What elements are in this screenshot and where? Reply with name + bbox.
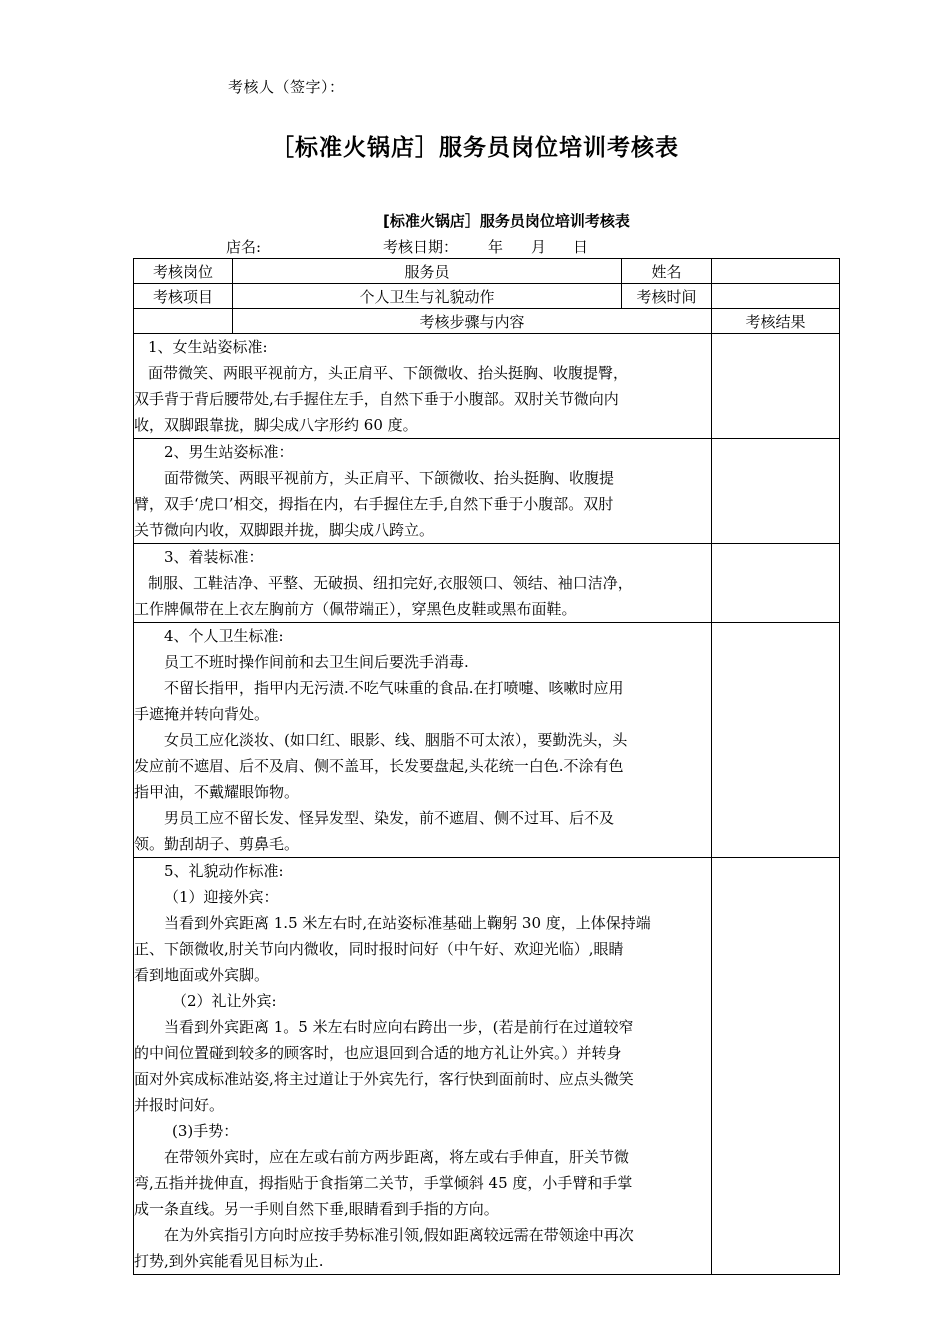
- content-line: 在为外宾指引方向时应按手势标准引领,假如距离较远需在带领途中再次: [164, 1226, 634, 1244]
- result-header: 考核结果: [712, 309, 840, 334]
- content-line: 收，双脚跟靠拢，脚尖成八字形约 60 度。: [134, 416, 418, 434]
- form-subtitle: [标准火锅店］服务员岗位培训考核表: [383, 212, 630, 230]
- position-label: 考核岗位: [134, 259, 233, 284]
- position-value: 服务员: [233, 259, 622, 284]
- content-line: 打势,到外宾能看见目标为止.: [134, 1252, 324, 1270]
- content-line: 发应前不遮眉、后不及肩、侧不盖耳，长发要盘起,头花统一白色.不涂有色: [134, 757, 624, 775]
- content-line: 双手背于背后腰带处,右手握住左手，自然下垂于小腹部。双肘关节微向内: [134, 390, 619, 408]
- result-cell[interactable]: [712, 544, 840, 623]
- content-line: 关节微向内收，双脚跟并拢，脚尖成八跨立。: [134, 521, 435, 539]
- content-line: 指甲油，不戴耀眼饰物。: [134, 783, 300, 801]
- content-line: 的中间位置碰到较多的顾客时，也应退回到合适的地方礼让外宾。）并转身: [134, 1044, 622, 1062]
- table-row: [134, 259, 840, 284]
- table-row: [134, 309, 840, 334]
- assessment-table: [133, 258, 840, 1275]
- content-line: 制服、工鞋洁净、平整、无破损、纽扣完好,衣服领口、领结、袖口洁净，: [148, 574, 633, 592]
- content-line: 看到地面或外宾脚。: [134, 966, 270, 984]
- date-year: 年: [488, 238, 504, 256]
- content-line: 正、下颌微收,肘关节向内微收，同时报时问好（中午好、欢迎光临）,眼睛: [134, 940, 624, 958]
- subsection-heading: （1）迎接外宾：: [164, 888, 279, 906]
- content-line: 面带微笑、两眼平视前方，头正肩平、下颌微收、抬头挺胸、收腹提: [164, 469, 615, 487]
- table-row: [134, 284, 840, 309]
- content-line: 男员工应不留长发、怪异发型、染发，前不遮眉、侧不过耳、后不及: [164, 809, 615, 827]
- store-label: 店名:: [226, 238, 262, 256]
- blank-cell: [134, 309, 233, 334]
- name-label: 姓名: [622, 259, 712, 284]
- subsection-heading: (3)手势：: [172, 1122, 239, 1140]
- content-line: 当看到外宾距离 1。5 米左右时应向右跨出一步，(若是前行在过道较窄: [164, 1018, 634, 1036]
- steps-header: 考核步骤与内容: [233, 309, 712, 334]
- section-row-1: [134, 334, 840, 439]
- section-heading: 3、着装标准：: [164, 548, 264, 566]
- section-row-5: [134, 858, 840, 1275]
- result-cell[interactable]: [712, 858, 840, 1275]
- result-cell[interactable]: [712, 334, 840, 439]
- name-field[interactable]: [712, 259, 840, 284]
- section-heading: 1、女生站姿标准:: [148, 338, 268, 356]
- section-heading: 5、礼貌动作标准:: [164, 862, 284, 880]
- section-heading: 4、个人卫生标准:: [164, 627, 284, 645]
- content-line: 面对外宾成标准站姿,将主过道让于外宾先行，客行快到面前时、应点头微笑: [134, 1070, 634, 1088]
- content-line: 臂，双手‘虎口’相交，拇指在内，右手握住左手,自然下垂于小腹部。双肘: [134, 495, 614, 513]
- section-content: [134, 334, 712, 439]
- content-line: 弯,五指并拢伸直，拇指贴于食指第二关节，手掌倾斜 45 度，小手臂和手掌: [134, 1174, 633, 1192]
- content-line: 在带领外宾时，应在左或右前方两步距离，将左或右手伸直，肝关节微: [164, 1148, 630, 1166]
- content-line: 当看到外宾距离 1.5 米左右时,在站姿标准基础上鞠躬 30 度，上体保持端: [164, 914, 651, 932]
- section-row-2: [134, 439, 840, 544]
- content-line: 女员工应化淡妆、(如口红、眼影、线、胭脂不可太浓），要勤洗头，头: [164, 731, 628, 749]
- examiner-signature: 考核人（签字）：: [228, 78, 345, 96]
- content-line: 并报时问好。: [134, 1096, 225, 1114]
- section-content: [134, 858, 712, 1275]
- result-cell[interactable]: [712, 439, 840, 544]
- item-label: 考核项目: [134, 284, 233, 309]
- content-line: 手遮掩并转向背处。: [134, 705, 270, 723]
- result-cell[interactable]: [712, 623, 840, 858]
- time-label: 考核时间: [622, 284, 712, 309]
- page-title: ［标准火锅店］服务员岗位培训考核表: [271, 135, 679, 161]
- item-value: 个人卫生与礼貌动作: [233, 284, 622, 309]
- content-line: 员工不班时操作间前和去卫生间后要洗手消毒.: [164, 653, 469, 671]
- content-line: 不留长指甲，指甲内无污渍.不吃气味重的食品.在打喷嚏、咳嗽时应用: [164, 679, 624, 697]
- date-label: 考核日期：: [383, 238, 459, 256]
- section-heading: 2、男生站姿标准：: [164, 443, 294, 461]
- content-line: 面带微笑、两眼平视前方，头正肩平、下颌微收、抬头挺胸、收腹提臀，: [148, 364, 629, 382]
- date-day: 日: [573, 238, 589, 256]
- date-month: 月: [531, 238, 547, 256]
- subsection-heading: （2）礼让外宾:: [172, 992, 277, 1010]
- time-field[interactable]: [712, 284, 840, 309]
- section-row-4: [134, 623, 840, 858]
- section-row-3: [134, 544, 840, 623]
- content-line: 工作牌佩带在上衣左胸前方（佩带端正），穿黑色皮鞋或黑布面鞋。: [134, 600, 577, 618]
- section-content: [134, 623, 712, 858]
- content-line: 成一条直线。另一手则自然下垂,眼睛看到手指的方向。: [134, 1200, 499, 1218]
- section-content: [134, 439, 712, 544]
- section-content: [134, 544, 712, 623]
- content-line: 领。勤刮胡子、剪鼻毛。: [134, 835, 300, 853]
